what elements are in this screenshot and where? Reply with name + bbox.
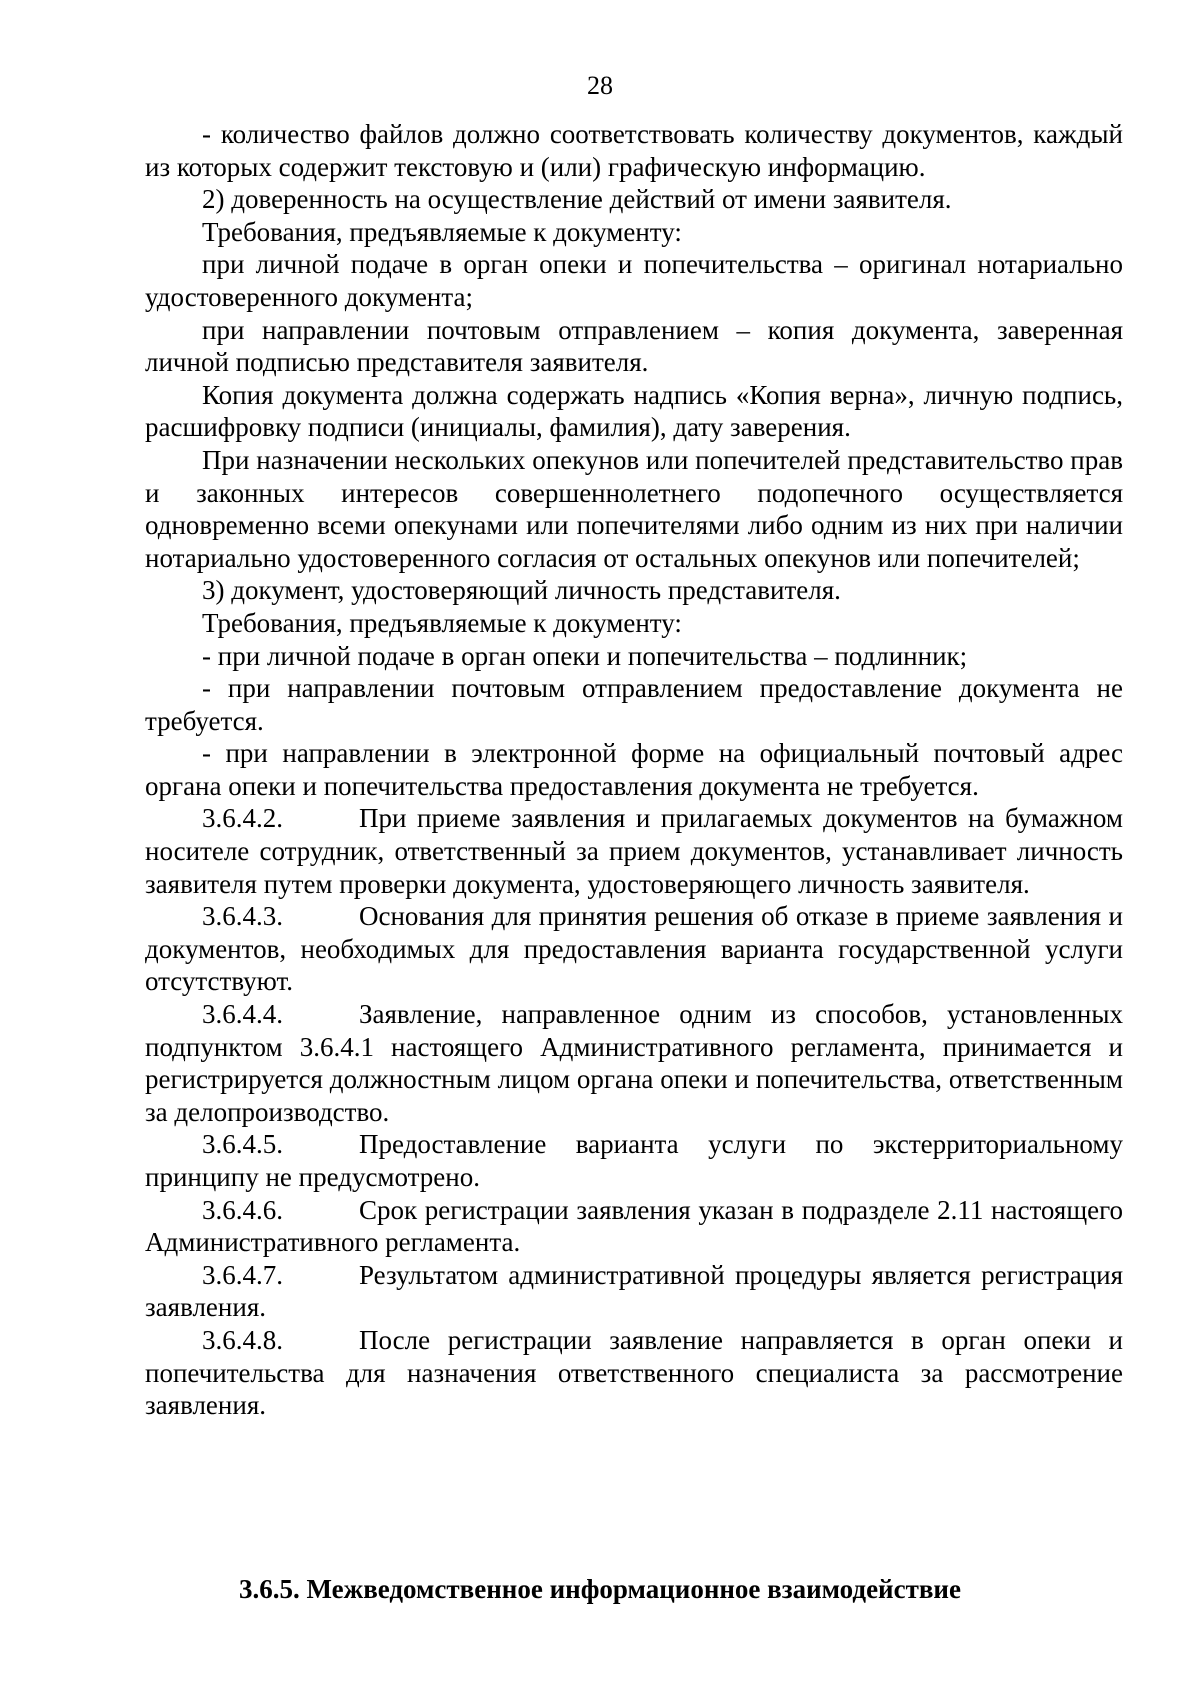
section-heading: 3.6.5. Межведомственное информационное взаимодействие — [239, 1574, 961, 1604]
numbered-paragraph — [145, 1324, 1123, 1422]
numbered-paragraph — [145, 802, 1123, 900]
paragraph: при личной подаче в орган опеки и попечительства – оригинал нотариально удостоверенного документа; — [145, 249, 1123, 312]
paragraph: 3) документ, удостоверяющий личность представителя. — [202, 575, 841, 606]
paragraph: 2) доверенность на осуществление действий от имени заявителя. — [202, 184, 952, 215]
clause-text: Основания для принятия решения об отказе в приеме заявления и документов, необходимых для предоставления варианта государственной услуги отсутствуют. — [145, 901, 1123, 997]
numbered-paragraph — [145, 900, 1123, 998]
clause-number: 3.6.4.8. — [202, 1324, 283, 1355]
paragraph: Копия документа должна содержать надпись «Копия верна», личную подпись, расшифровку подписи (инициалы, фамилия), дату заверения. — [145, 379, 1123, 443]
clause-text: Заявление, направленное одним из способов, установленных подпунктом 3.6.4.1 настоящего Административного регламента, принимается и регистрируется должностным лицом органа опеки и попечительства, ответственным за делопроизводство. — [145, 999, 1123, 1127]
paragraph: - при личной подаче в орган опеки и попечительства – подлинник; — [202, 640, 968, 671]
paragraph: при направлении почтовым отправлением – копия документа, заверенная личной подписью представителя заявителя. — [145, 314, 1123, 378]
clause-text: Срок регистрации заявления указан в подразделе 2.11 настоящего Административного регламента. — [145, 1194, 1123, 1258]
numbered-paragraph — [145, 1128, 1123, 1193]
clause-number: 3.6.4.4. — [202, 999, 283, 1030]
clause-number: 3.6.4.7. — [202, 1259, 283, 1290]
paragraph: - количество файлов должно соответствовать количеству документов, каждый из которых содержит текстовую и (или) графическую информацию. — [145, 119, 1123, 182]
clause-text: Предоставление варианта услуги по экстерриториальному принципу не предусмотрено. — [145, 1129, 1123, 1192]
document-body — [145, 118, 1123, 1422]
paragraph: - при направлении в электронной форме на официальный почтовый адрес органа опеки и попечительства предоставления документа не требуется. — [145, 738, 1123, 801]
paragraph: - при направлении почтовым отправлением предоставление документа не требуется. — [145, 673, 1123, 736]
numbered-paragraph — [145, 998, 1123, 1128]
clause-number: 3.6.4.5. — [202, 1129, 283, 1160]
clause-text: Результатом административной процедуры является регистрация заявления. — [145, 1259, 1123, 1323]
paragraph: Требования, предъявляемые к документу: — [202, 216, 682, 247]
numbered-paragraph — [145, 1194, 1123, 1259]
clause-number: 3.6.4.2. — [202, 803, 283, 834]
paragraph: При назначении нескольких опекунов или попечителей представительство прав и законных интересов совершеннолетнего подопечного осуществляется одновременно всеми опекунами или попечителями либо одним из них при наличии нотариально удостоверенного согласия от остальных опекунов или попечителей; — [145, 444, 1123, 573]
clause-number: 3.6.4.3. — [202, 901, 283, 932]
numbered-paragraph — [145, 1259, 1123, 1324]
clause-text: При приеме заявления и прилагаемых документов на бумажном носителе сотрудник, ответственный за прием документов, устанавливает личность заявителя путем проверки документа, удостоверяющего личность заявителя. — [145, 803, 1123, 899]
paragraph: Требования, предъявляемые к документу: — [202, 607, 682, 638]
page-number: 28 — [587, 71, 613, 100]
clause-number: 3.6.4.6. — [202, 1194, 283, 1225]
clause-text: После регистрации заявление направляется в орган опеки и попечительства для назначения ответственного специалиста за рассмотрение заявления. — [145, 1324, 1123, 1421]
